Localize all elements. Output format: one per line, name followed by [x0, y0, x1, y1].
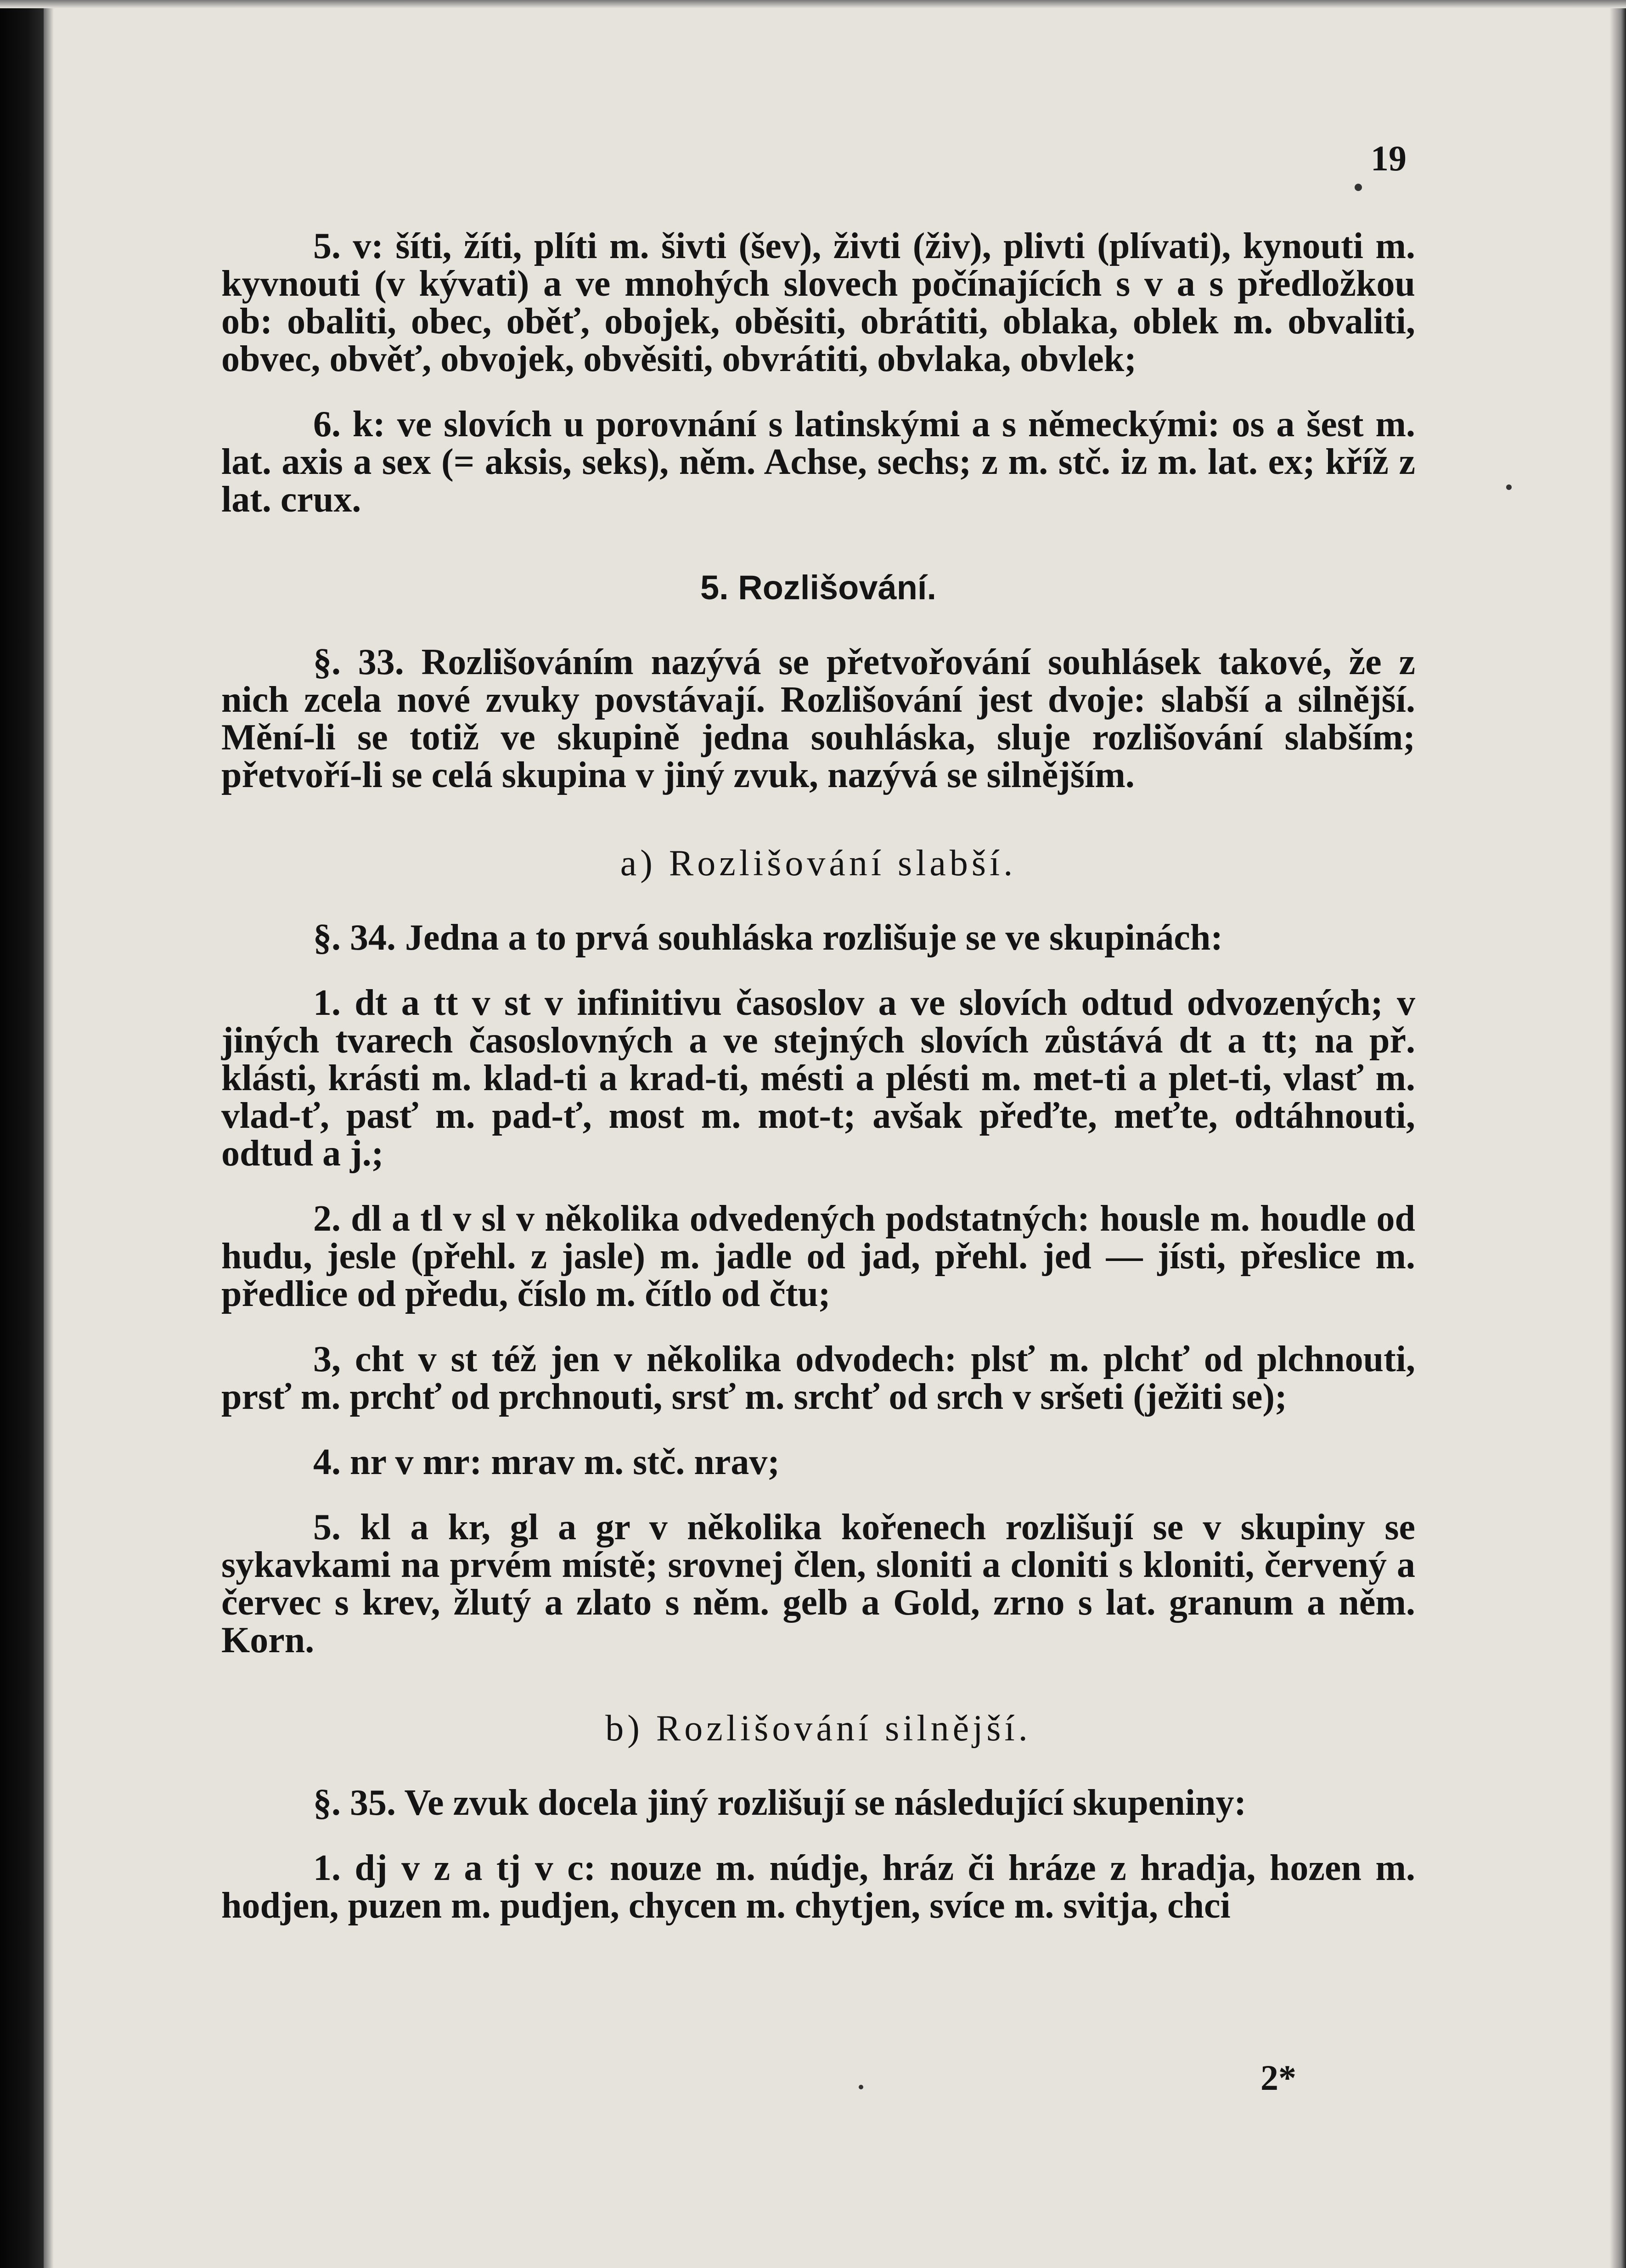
- paragraph: 2. dl a tl v sl v několika odvedených podstatných: housle m. houdle od hudu, jesle (přehl. z jasle) m. jadle od jad, přehl. jed — jísti, přeslice m. předlice od předu, číslo m. čítlo od čtu;: [221, 1199, 1415, 1314]
- paragraph: 6. k: ve slovích u porovnání s latinskými a s německými: os a šest m. lat. axis a sex (= aksis, seks), něm. Achse, sechs; z m. stč. iz m. lat. ex; kříž z lat. crux.: [221, 404, 1415, 520]
- paragraph: 3, cht v st též jen v několika odvodech: plsť m. plchť od plchnouti, prsť m. prchť od prchnouti, srsť m. srchť od srch v sršeti (ježiti se);: [221, 1339, 1415, 1417]
- paragraph: §. 34. Jedna a to prvá souhláska rozlišuje se ve skupinách:: [313, 917, 1223, 958]
- paragraph: 1. dj v z a tj v c: nouze m. núdje, hráz či hráze z hradja, hozen m. hodjen, puzen m. pudjen, chycen m. chytjen, svíce m. svitja, chci: [221, 1848, 1415, 1926]
- page-top-edge: [0, 0, 1626, 8]
- spine-gradient: [44, 0, 54, 2268]
- paragraph: 1. dt a tt v st v infinitivu časoslov a ve slovích odtud odvozených; v jiných tvarech časoslovných a ve stejných slovích zůstává dt a tt; na př. klásti, krásti m. klad-ti a krad-ti, mésti a plésti m. met-ti a plet-ti, vlasť m. vlad-ť, pasť m. pad-ť, most m. mot-t; avšak přeďte, meťte, odtáhnouti, odtud a j.;: [221, 983, 1415, 1174]
- page-number: 19: [1371, 138, 1407, 178]
- page-right-edge: [1609, 0, 1626, 2268]
- signature-mark: 2*: [1260, 2058, 1296, 2098]
- ink-speck: [1506, 484, 1512, 490]
- paragraph: 5. kl a kr, gl a gr v několika kořenech rozlišují se v skupiny se sykavkami na prvém místě; srovnej člen, sloniti a cloniti s kloniti, červený a červec s krev, žlutý a zlato s něm. gelb a Gold, zrno s lat. granum a něm. Korn.: [221, 1507, 1415, 1660]
- paragraph: 5. v: šíti, žíti, plíti m. šivti (šev), živti (živ), plivti (plívati), kynouti m. kyvnouti (v kývati) a ve mnohých slovech počínajících s v a s předložkou ob: obaliti, obec, oběť, obojek, oběsiti, obrátiti, oblaka, oblek m. obvaliti, obvec, obvěť, obvojek, obvěsiti, obvrátiti, obvlaka, obvlek;: [221, 226, 1415, 379]
- subsection-heading: a) Rozlišování slabší.: [620, 843, 1017, 884]
- ink-speck: [1355, 184, 1362, 191]
- ink-speck: [859, 2085, 863, 2089]
- paragraph: §. 35. Ve zvuk docela jiný rozlišují se následující skupeniny:: [313, 1783, 1247, 1823]
- paragraph: 4. nr v mr: mrav m. stč. nrav;: [313, 1442, 780, 1482]
- subsection-heading: b) Rozlišování silnější.: [605, 1708, 1031, 1749]
- page-body-text: [221, 227, 1415, 1925]
- section-heading: 5. Rozlišování.: [700, 568, 937, 607]
- paragraph: §. 33. Rozlišováním nazývá se přetvořování souhlásek takové, že z nich zcela nové zvuky povstávají. Rozlišování jest dvoje: slabší a silnější. Mění-li se totiž ve skupině jedna souhláska, sluje rozlišování slabším; přetvoří-li se celá skupina v jiný zvuk, nazývá se silnějším.: [221, 642, 1415, 795]
- book-spine-shadow: [0, 0, 44, 2268]
